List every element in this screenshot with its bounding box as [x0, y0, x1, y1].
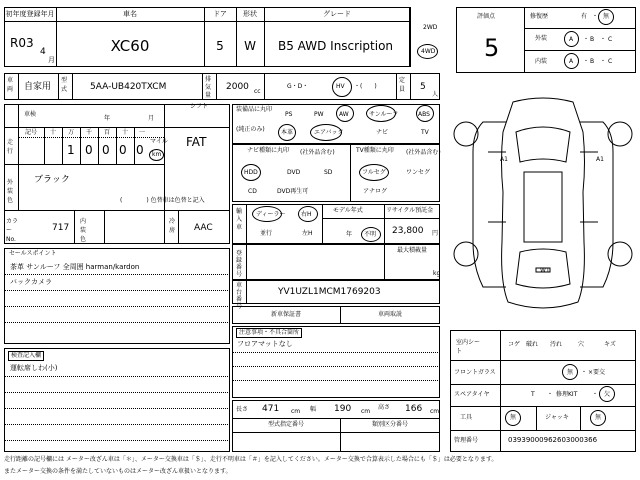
inspection-label: 車検 — [24, 111, 37, 118]
cc-unit: cc — [254, 88, 261, 95]
mgmt-label: 管理番号 — [454, 437, 479, 444]
new-car-warranty: 新車保証書 — [270, 311, 301, 318]
equip-aw: AW — [339, 111, 349, 118]
mileage-unit-col-1: 十 — [49, 129, 56, 136]
color-label: 外装色 — [7, 179, 14, 204]
spare-kit: 修理KIT — [556, 391, 578, 398]
nav-dvd-play: DVD再生可 — [277, 188, 309, 195]
type-code: 5AA-UB420TXCM — [90, 82, 167, 92]
drive-4wd: 4WD — [421, 48, 436, 55]
mileage-unit-col-5: 十 — [121, 129, 128, 136]
odo-digit-2: 0 — [85, 143, 93, 157]
type-label: 型式 — [61, 77, 68, 93]
seat-label: 室内シート — [456, 339, 481, 355]
car-damage-diagram — [448, 92, 638, 322]
glass-none: 無 — [567, 369, 574, 376]
tools-value: 無 — [510, 414, 517, 421]
equip-sunroof: サンルーフ — [369, 111, 399, 118]
mileage-unit-col-0: 記号 — [24, 129, 37, 136]
fuel-hv: HV — [336, 83, 345, 90]
height-label: 高さ — [378, 404, 391, 411]
length-cm: cm — [291, 408, 301, 415]
nav-label: ナビ種類に丸印 — [247, 147, 290, 154]
color-no-value: 717 — [52, 223, 70, 233]
notes-text: フロアマットなし — [237, 340, 293, 348]
grade-label: グレード — [323, 10, 351, 18]
interior-sep2: ・ — [600, 58, 607, 65]
import-right: 右H — [301, 211, 312, 218]
import-label: 輸入車 — [236, 208, 243, 231]
import-left: 左H — [302, 230, 313, 237]
person-unit: 人 — [432, 91, 439, 98]
interior-c: C — [608, 58, 613, 65]
length-value: 471 — [262, 404, 280, 414]
spare-sep1: ・ — [547, 391, 554, 398]
drive-2wd: 2WD — [423, 24, 438, 31]
vehicle-doors: 5 — [216, 39, 224, 53]
width-value: 190 — [334, 404, 352, 414]
tools-label: 工具 — [460, 414, 473, 421]
sales-line-2: バックカメラ — [10, 278, 52, 286]
exterior-c: C — [608, 36, 613, 43]
seat-tear: 破れ — [526, 341, 539, 348]
damage-w1: W1 — [540, 267, 550, 274]
equip-navi: ナビ — [376, 129, 389, 136]
first-reg-year: R03 — [10, 36, 34, 50]
fuel-options: G・D・ — [287, 83, 309, 90]
tv-oneseg: ワンセグ — [406, 169, 431, 176]
equip-tv: TV — [421, 129, 429, 136]
chassis-label: 車台番号 — [236, 282, 243, 310]
seat-scratch: キズ — [604, 341, 616, 348]
km-unit: km — [152, 151, 162, 158]
spare-missing: 欠 — [604, 391, 611, 398]
vehicle-manual: 車両取説 — [377, 311, 402, 318]
fuel-rest: ・( ) — [354, 83, 377, 90]
run-label: 走行 — [7, 139, 14, 155]
model-label: 車名 — [123, 10, 137, 18]
equip-airbag: エアバック — [314, 129, 344, 136]
interior-color-label: 内装色 — [80, 218, 87, 243]
use-value: 自家用 — [24, 82, 52, 92]
repair-yes: 有 — [581, 13, 588, 20]
first-reg-label: 初年度登録年月 — [5, 10, 55, 18]
jack-label: ジャッキ — [545, 414, 569, 421]
color-value: ブラック — [34, 175, 70, 185]
glass-replace: ×要交 — [588, 369, 606, 376]
glass-sep: ・ — [581, 369, 588, 376]
mileage-unit-col-4: 百 — [103, 129, 110, 136]
seat-hole: 穴 — [578, 341, 585, 348]
equip-ps: PS — [285, 111, 293, 118]
import-dealer: ディーラー — [256, 211, 286, 218]
equip-sub: (純正のみ) — [236, 126, 265, 133]
score-value: 5 — [484, 34, 500, 62]
sales-line-1: 茶革 サンルーフ 全周囲 harman/kardon — [10, 263, 140, 271]
kind-label: 車両 — [7, 77, 14, 93]
insp-month-unit: 月 — [148, 115, 155, 122]
interior-sep1: ・ — [583, 58, 590, 65]
nav-sub: (社外品含む) — [300, 149, 335, 156]
reg-no-label: 登録番号 — [236, 250, 243, 278]
damage-a1-left: A1 — [500, 156, 508, 163]
vehicle-shape: W — [244, 39, 256, 53]
checker-label: 検査記入欄 — [8, 351, 44, 361]
tv-analog: アナログ — [363, 188, 388, 195]
vehicle-model: XC60 — [110, 37, 150, 55]
mile-label: マイル — [150, 138, 168, 145]
height-value: 166 — [405, 404, 423, 414]
exterior-b: B — [590, 36, 595, 43]
cool-value: AAC — [194, 223, 213, 233]
footer-note-2: またメーター交換の条件を満たしていないものはメーター改ざん車扱いとなります。 — [4, 468, 232, 475]
recycle-yen: 円 — [432, 230, 439, 237]
vehicle-grade: B5 AWD Inscription — [278, 39, 394, 53]
exterior-label: 外装 — [535, 35, 548, 42]
first-reg-month: 4 — [40, 47, 46, 57]
month-unit: 月 — [48, 56, 55, 64]
checker-text: 運転席しわ(小) — [10, 364, 58, 372]
shape-label: 形状 — [243, 10, 257, 18]
exterior-sep2: ・ — [600, 36, 607, 43]
model-year-label: モデル年式 — [333, 207, 363, 214]
nav-cd: CD — [248, 188, 257, 195]
footer-note-1: 走行距離の記号欄には メーター改ざん車は「＊」、メーター交換車は「＄」、走行不明車は「＃」を記入してください。メーター交換で合算表示した場合にも「＄」は必要となります。 — [4, 456, 498, 463]
recycle-value: 23,800 — [392, 226, 424, 236]
odo-digit-4: 0 — [119, 143, 127, 157]
odo-digit-1: 1 — [67, 143, 75, 157]
glass-label: フロントガラス — [454, 369, 496, 376]
model-spec-label: 型式指定番号 — [267, 421, 304, 428]
score-label: 評価点 — [477, 13, 496, 20]
displacement: 2000 — [226, 82, 249, 92]
load-label: 最大積載量 — [397, 247, 428, 254]
nav-dvd: DVD — [287, 169, 301, 176]
insp-year-unit: 年 — [104, 115, 111, 122]
mileage-unit-col-6: 一 — [138, 129, 145, 136]
equip-pw: PW — [314, 111, 324, 118]
recycle-label: リサイクル預託金 — [386, 207, 434, 214]
repair-sep: ・ — [592, 13, 599, 20]
chassis-number: YV1UZL1MCM1769203 — [278, 287, 381, 297]
mileage-unit-col-3: 千 — [85, 129, 92, 136]
length-label: 長さ — [236, 406, 249, 413]
shift-label: シフト — [190, 103, 209, 110]
interior-a: A — [569, 58, 574, 65]
load-kg: kg — [433, 270, 441, 277]
interior-b: B — [590, 58, 595, 65]
category-label: 類別区分番号 — [371, 421, 408, 428]
color-no-label: カラーNo. — [6, 218, 19, 243]
exterior-sep1: ・ — [583, 36, 590, 43]
doors-label: ドア — [213, 10, 227, 18]
width-label: 幅 — [310, 406, 317, 413]
tv-label: TV種類に丸印 — [356, 147, 394, 154]
odo-digit-5: 0 — [136, 143, 144, 157]
mileage-unit-col-2: 万 — [67, 129, 74, 136]
equip-leather: 本革 — [281, 129, 294, 136]
capacity-label: 定員 — [399, 77, 406, 93]
interior-label: 内装 — [535, 58, 548, 65]
equip-label: 装備品に丸印 — [236, 106, 273, 113]
color-note: ( ) 色替車は色替と記入 — [120, 197, 205, 204]
repair-label: 修復歴 — [530, 13, 549, 20]
cool-label: 冷房 — [169, 218, 176, 234]
model-year-unknown: 不明 — [364, 231, 377, 238]
jack-value: 無 — [595, 414, 602, 421]
import-parallel: 並行 — [260, 230, 273, 237]
odo-digit-3: 0 — [102, 143, 110, 157]
width-cm: cm — [361, 408, 371, 415]
mgmt-number: 03939000962603000366 — [508, 436, 598, 444]
capacity: 5 — [420, 82, 426, 92]
spare-t: T — [531, 391, 535, 398]
repair-none: 無 — [603, 13, 610, 20]
disp-label: 排気量 — [205, 76, 212, 99]
car-outline-icon — [454, 98, 632, 308]
damage-a1-right: A1 — [596, 156, 604, 163]
tv-sub: (社外品含む) — [406, 149, 441, 156]
height-cm: cm — [430, 408, 440, 415]
spare-label: スペアタイヤ — [454, 391, 490, 398]
nav-hdd: HDD — [244, 169, 258, 176]
model-year-unit: 年 — [346, 231, 353, 238]
equip-abs: ABS — [418, 111, 430, 118]
shift-value: FAT — [186, 135, 207, 149]
spare-sep2: ・ — [592, 391, 599, 398]
seat-koge: コゲ — [508, 341, 521, 348]
seat-dirt: 汚れ — [550, 341, 563, 348]
nav-sd: SD — [324, 169, 333, 176]
notes-label: 注意事項・不具合箇所 — [236, 328, 302, 338]
sales-label: セールスポイント — [9, 250, 57, 257]
exterior-a: A — [569, 36, 574, 43]
tv-fullseg: フルセグ — [362, 169, 386, 176]
